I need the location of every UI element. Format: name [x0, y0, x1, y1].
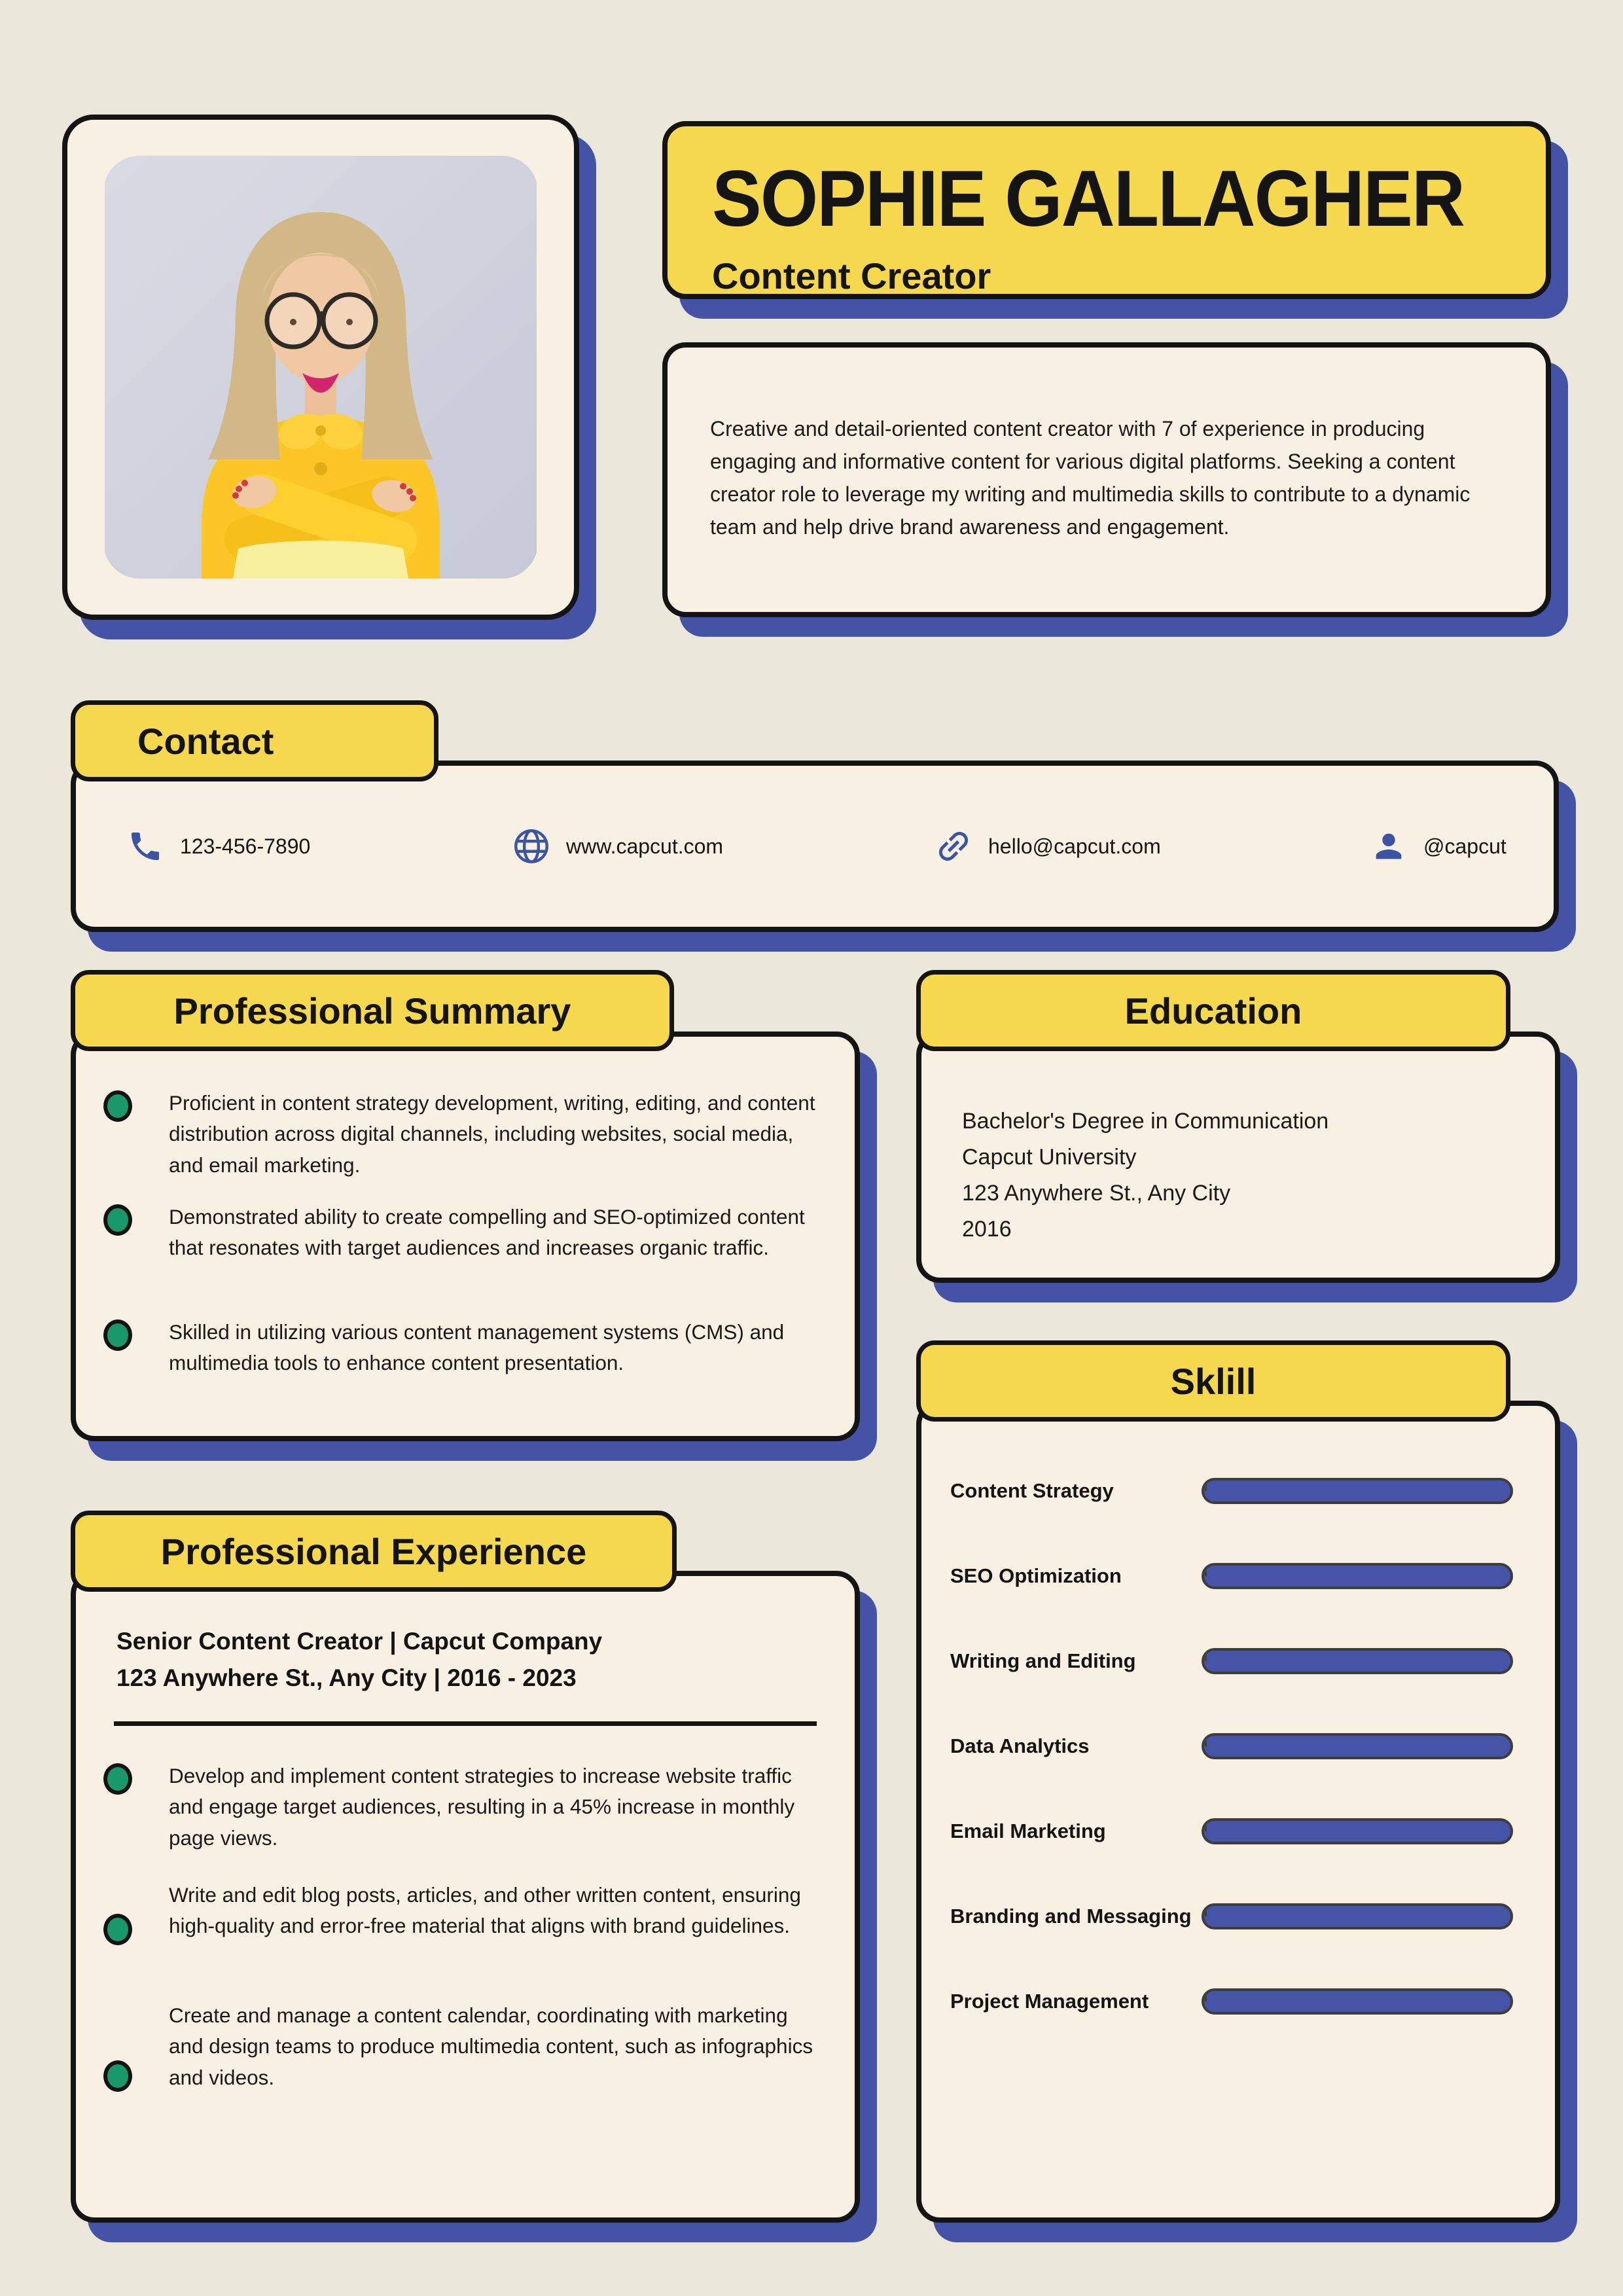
contact-website-label: www.capcut.com: [566, 834, 724, 858]
skill-bar: [1202, 1818, 1513, 1844]
skill-bar: [1202, 1988, 1513, 2015]
contact-item-social[interactable]: [1368, 826, 1507, 867]
experience-role: Senior Content Creator | Capcut Company: [116, 1628, 603, 1655]
photo-card: [62, 115, 579, 620]
skill-bar: [1202, 1903, 1513, 1929]
skills-tab: [916, 1340, 1510, 1422]
skill-row: [921, 1984, 1555, 2018]
skill-bar-fill: [1204, 1651, 1207, 1662]
profile-photo-illustration: [103, 156, 538, 579]
experience-bullet-row: [103, 2000, 815, 2093]
skill-bar-fill: [1204, 1480, 1207, 1492]
skills-card: [916, 1401, 1560, 2223]
professional-summary-tab: [71, 970, 674, 1051]
professional-experience-card: [71, 1571, 860, 2223]
skill-row: [921, 1644, 1555, 1678]
bullet-dot: [103, 1319, 132, 1351]
person-icon: [1368, 826, 1409, 867]
summary-bullet-row: [103, 1202, 815, 1264]
skill-bar-fill: [1204, 1821, 1207, 1832]
summary-bullet-row: [103, 1088, 815, 1181]
skill-bar: [1202, 1563, 1513, 1589]
education-tab: [916, 970, 1510, 1051]
skill-bar-fill: [1204, 1566, 1207, 1577]
skill-row: [921, 1474, 1555, 1508]
person-job-title: Content Creator: [712, 255, 991, 296]
about-text: Creative and detail-oriented content creator with 7 of experience in producing engaging and informative content for various digital platforms. Seeking a content creator role to leverage my writing and multimedia skills to contribute to a dynamic team and help drive brand awareness and engagement.: [710, 417, 1471, 539]
contact-section-tab: [71, 700, 438, 781]
skill-bar-fill: [1204, 1906, 1207, 1917]
education-card: [916, 1031, 1560, 1283]
skill-row: [921, 1559, 1555, 1593]
skill-label: Branding and Messaging: [950, 1905, 1192, 1928]
bullet-dot: [103, 1763, 132, 1795]
name-header-card: [662, 121, 1551, 299]
summary-bullet-text: Skilled in utilizing various content management systems (CMS) and multimedia tools to enhance content presentation.: [169, 1320, 785, 1375]
skill-row: [921, 1899, 1555, 1933]
experience-meta: 123 Anywhere St., Any City | 2016 - 2023: [116, 1664, 577, 1691]
contact-item-email[interactable]: [933, 826, 1161, 867]
person-name: SOPHIE GALLAGHER: [712, 154, 1465, 243]
education-school: Capcut University: [962, 1145, 1137, 1170]
link-icon: [933, 826, 974, 867]
summary-bullet-text: Demonstrated ability to create compelling and SEO-optimized content that resonates with target audiences and increases organic traffic.: [169, 1205, 805, 1260]
contact-section-title: Contact: [137, 720, 274, 762]
about-card: [662, 342, 1551, 617]
education-address: 123 Anywhere St., Any City: [962, 1181, 1231, 1206]
skill-label: Content Strategy: [950, 1479, 1114, 1502]
contact-item-website[interactable]: [511, 826, 723, 867]
skill-row: [921, 1729, 1555, 1763]
bullet-dot: [103, 1204, 132, 1236]
experience-bullet-text: Create and manage a content calendar, coordinating with marketing and design teams to produce multimedia content, such as infographics and videos.: [169, 2003, 813, 2089]
contact-social-label: @capcut: [1423, 834, 1507, 858]
skill-label: SEO Optimization: [950, 1564, 1122, 1587]
experience-bullet-row: [103, 1880, 815, 1945]
experience-bullet-text: Develop and implement content strategies to increase website traffic and engage target audiences, resulting in a 45% increase in monthly page views.: [169, 1764, 795, 1850]
phone-icon: [125, 826, 166, 867]
globe-icon: [511, 826, 552, 867]
contact-item-phone[interactable]: [125, 826, 310, 867]
skill-bar-fill: [1204, 1736, 1207, 1747]
contact-email-label: hello@capcut.com: [988, 834, 1161, 858]
education-degree: Bachelor's Degree in Communication: [962, 1109, 1329, 1134]
education-title: Education: [1124, 990, 1302, 1031]
professional-summary-card: [71, 1031, 860, 1441]
experience-bullet-row: [103, 1761, 815, 1854]
summary-bullet-row: [103, 1317, 815, 1379]
skill-label: Data Analytics: [950, 1734, 1090, 1757]
professional-summary-title: Professional Summary: [173, 990, 571, 1031]
skill-bar: [1202, 1733, 1513, 1759]
bullet-dot: [103, 2060, 132, 2092]
profile-photo: [103, 156, 538, 579]
skill-bar: [1202, 1648, 1513, 1674]
skills-title: Sklill: [1170, 1360, 1257, 1402]
contact-card: [71, 761, 1559, 932]
skill-bar: [1202, 1478, 1513, 1504]
experience-bullet-text: Write and edit blog posts, articles, and other written content, ensuring high-quality and error-free material that aligns with brand guidelines.: [169, 1883, 801, 1938]
education-year: 2016: [962, 1217, 1012, 1242]
bullet-dot: [103, 1090, 132, 1122]
skill-label: Project Management: [950, 1990, 1149, 2013]
summary-bullet-text: Proficient in content strategy development, writing, editing, and content distribution across digital channels, including websites, social media, and email marketing.: [169, 1091, 815, 1177]
bullet-dot: [103, 1914, 132, 1945]
experience-divider: [114, 1721, 817, 1726]
contact-phone-label: 123-456-7890: [180, 834, 311, 858]
professional-experience-title: Professional Experience: [160, 1530, 587, 1572]
skill-bar-fill: [1204, 1991, 1207, 2002]
skill-label: Writing and Editing: [950, 1649, 1136, 1672]
skill-label: Email Marketing: [950, 1820, 1106, 1842]
skill-row: [921, 1814, 1555, 1848]
professional-experience-tab: [71, 1511, 677, 1592]
